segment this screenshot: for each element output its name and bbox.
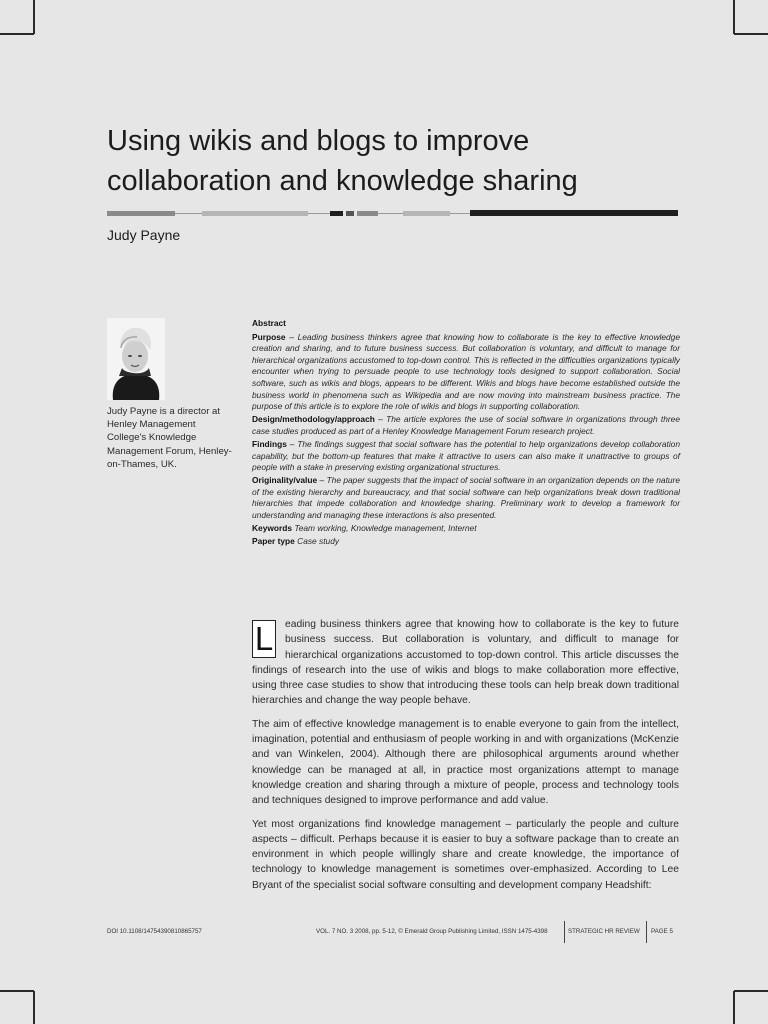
- crop-mark: [33, 0, 35, 34]
- article-title: [107, 121, 707, 201]
- abstract-text: – The article explores the use of social software in organizations through three case studies produced as part of a Henley Knowledge Management Forum research project.: [252, 414, 680, 436]
- abstract-paper-type: [252, 536, 680, 548]
- author-photo: [107, 318, 165, 400]
- crop-mark: [733, 991, 735, 1024]
- title-line: collaboration and knowledge sharing: [107, 165, 578, 197]
- abstract-text: – Leading business thinkers agree that knowing how to collaborate is the key to effective knowledge creation and sharing, and to future business success. But collaboration is voluntary, and difficult to manage for hierarchical organizations accustomed to top-down control. This is reflected in the difficulties organizations typically encounter when trying to persuade people to use technology tools designed to support collaboration. Social software, such as wikis and blogs, appears to be different. Wikis and blogs have become established outside the business world in phenomena such as Wikipedia and are now moving into mainstream business practice. The purpose of this article is to explore the role of wikis and blogs in supporting collaboration.: [252, 331, 680, 412]
- drop-cap: L: [252, 620, 276, 658]
- crop-mark: [0, 33, 34, 35]
- body-paragraph: [252, 617, 679, 709]
- article-body: [252, 617, 679, 901]
- abstract-heading: Abstract: [252, 318, 286, 328]
- body-paragraph: Yet most organizations find knowledge management – particularly the people and culture aspects – difficult. Perhaps because it is easier to buy a software package than to create an environment in which people willingly share and create knowledge, the importance of technology to knowledge management is sometimes over-emphasized. According to Lee Bryant of the specialist social software consulting and development company Headshift:: [252, 818, 679, 891]
- abstract-label: Keywords: [252, 523, 293, 534]
- abstract-text: Case study: [294, 536, 340, 547]
- abstract: [252, 318, 680, 549]
- crop-mark: [734, 33, 768, 35]
- abstract-design: [252, 414, 680, 437]
- crop-mark: [0, 990, 34, 992]
- footer-journal: STRATEGIC HR REVIEW: [568, 928, 640, 935]
- footer-separator: [564, 921, 565, 943]
- title-line: Using wikis and blogs to improve: [107, 125, 530, 157]
- abstract-originality: [252, 475, 680, 521]
- abstract-findings: [252, 439, 680, 474]
- author-name: Judy Payne: [107, 227, 181, 243]
- footer-citation: VOL. 7 NO. 3 2008, pp. 5-12, © Emerald Group Publishing Limited, ISSN 1475-4398: [316, 928, 548, 935]
- abstract-text: – The findings suggest that social software has the potential to help organizations develop collaboration capability, but the bottom-up features that make it attractive to users can also make it unattractive to groups of people with a stake in preserving existing organizational structures.: [252, 438, 680, 473]
- footer-page: PAGE 5: [651, 928, 673, 935]
- abstract-purpose: [252, 332, 680, 413]
- crop-mark: [733, 0, 735, 34]
- body-paragraph: The aim of effective knowledge management is to enable everyone to gain from the intellect, imagination, potential and enthusiasm of people working in and with organizations (McKenzie and van Winkelen, 2004). Although there are philosophical arguments around whether knowledge can be managed at all, in practice most organizations attempt to manage knowledge creation and sharing through a mixture of people, process and technology tools and techniques designed to improve performance and add value.: [252, 718, 679, 807]
- footer-doi: DOI 10.1108/14754390810865757: [107, 928, 202, 935]
- abstract-label: Findings: [252, 438, 287, 449]
- abstract-label: Paper type: [252, 536, 295, 547]
- author-bio: Judy Payne is a director at Henley Management College's Knowledge Management Forum, Henley-on-Thames, UK.: [107, 406, 232, 470]
- abstract-text: – The paper suggests that the impact of social software in an organization depends on the nature of the existing hierarchy and bureaucracy, and that social software can help organizations break down traditional hierarchies that impede collaboration and knowledge sharing. Preliminary work to develop a framework for understanding and managing these interactions is also presented.: [252, 475, 680, 520]
- abstract-label: Purpose: [252, 331, 286, 342]
- abstract-keywords: [252, 523, 680, 535]
- body-paragraph-text: eading business thinkers agree that knowing how to collaborate is the key to future business success. But collaboration is voluntary, and difficult to manage for hierarchical organizations accustomed to top-down control. This article discusses the findings of research into the use of wikis and blogs to make collaboration more effective, using three case studies to show that introducing these tools can help break down traditional hierarchies and change the way people behave.: [252, 619, 679, 707]
- crop-mark: [734, 990, 768, 992]
- abstract-text: Team working, Knowledge management, Internet: [292, 523, 477, 534]
- abstract-label: Originality/value: [252, 475, 318, 486]
- footer-separator: [646, 921, 647, 943]
- abstract-label: Design/methodology/approach: [252, 414, 375, 425]
- crop-mark: [33, 991, 35, 1024]
